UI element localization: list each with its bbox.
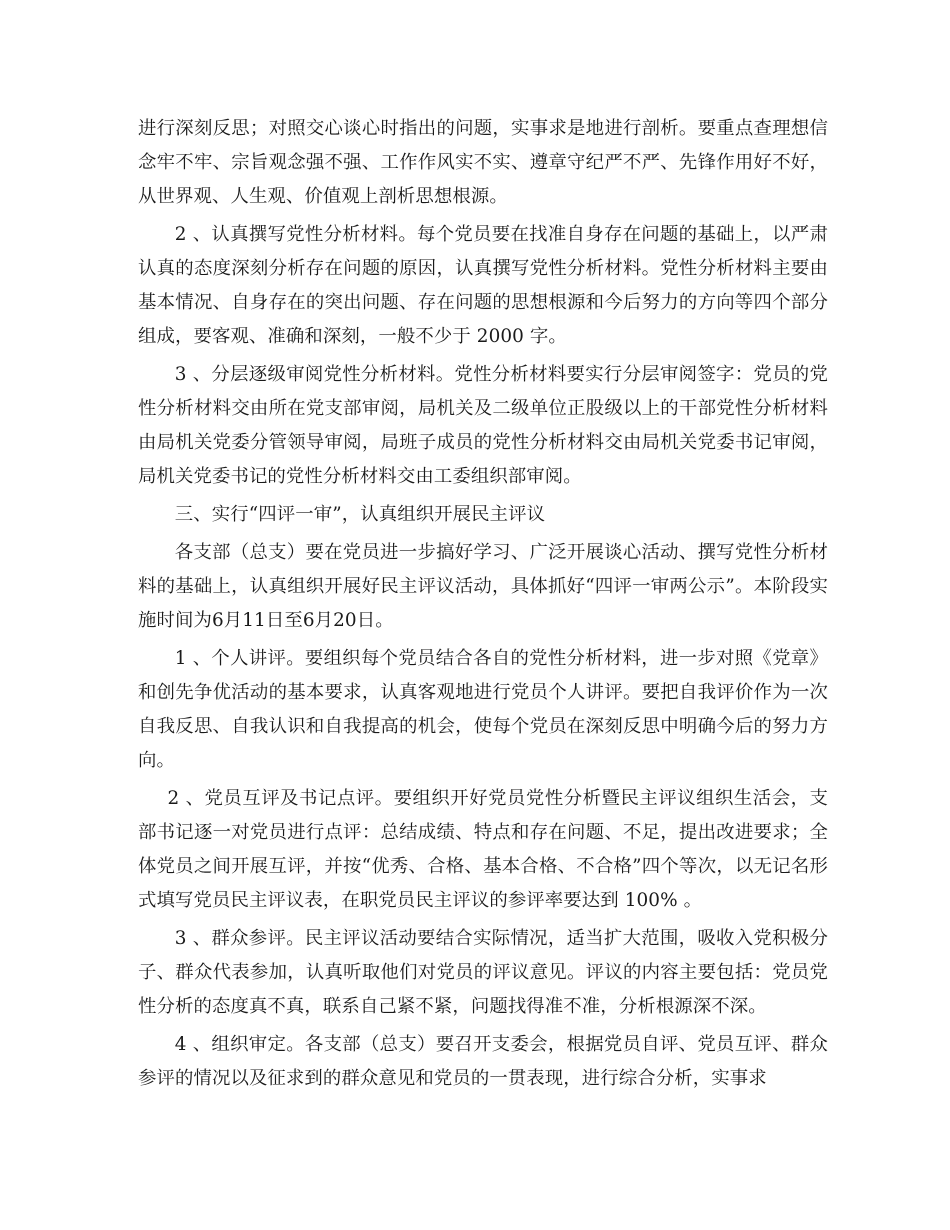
paragraph-item-3-review: 3 、分层逐级审阅党性分析材料。党性分析材料要实行分层审阅签字：党员的党性分析材料交由所在党支部审阅，局机关及二级单位正股级以上的干部党性分析材料由局机关党委分管领导审阅，局班子成员的党性分析材料交由局机关党委书记审阅，局机关党委书记的党性分析材料交由工委组织部审阅。 — [138, 364, 828, 487]
section-heading-three: 三、实行“四评一审”，认真组织开展民主评议 — [174, 504, 546, 525]
paragraph-item-2-mutual-review: 2 、党员互评及书记点评。要组织开好党员党性分析暨民主评议组织生活会，支部书记逐一对党员进行点评：总结成绩、特点和存在问题、不足，提出改进要求；全体党员之间开展互评，并按“优秀、合格、基本合格、不合格”四个等次，以无记名形式填写党员民主评议表，在职党员民主评议的参评率要达到 100% 。 — [138, 788, 828, 911]
paragraph-item-1-self-review: 1 、个人讲评。要组织每个党员结合各自的党性分析材料，进一步对照《党章》和创先争优活动的基本要求，认真客观地进行党员个人讲评。要把自我评价作为一次自我反思、自我认识和自我提高的机会，使每个党员在深刻反思中明确今后的努力方向。 — [138, 648, 828, 771]
paragraph-item-4-organization-review: 4 、组织审定。各支部（总支）要召开支委会，根据党员自评、党员互评、群众参评的情况以及征求到的群众意见和党员的一贯表现，进行综合分析，实事求 — [138, 1034, 828, 1089]
document-body — [138, 112, 828, 1100]
paragraph-section-intro: 各支部（总支）要在党员进一步搞好学习、广泛开展谈心活动、撰写党性分析材料的基础上，认真组织开展好民主评议活动，具体抓好“四评一审两公示”。本阶段实施时间为6月11日至6月20日。 — [138, 542, 828, 631]
paragraph-item-3-public-review: 3 、群众参评。民主评议活动要结合实际情况，适当扩大范围，吸收入党积极分子、群众代表参加，认真听取他们对党员的评议意见。评议的内容主要包括：党员党性分析的态度真不真，联系自己紧不紧，问题找得准不准，分析根源深不深。 — [138, 928, 828, 1017]
paragraph-item-2-party-analysis: 2 、认真撰写党性分析材料。每个党员要在找准自身存在问题的基础上，以严肃认真的态度深刻分析存在问题的原因，认真撰写党性分析材料。党性分析材料主要由基本情况、自身存在的突出问题、存在问题的思想根源和今后努力的方向等四个部分组成，要客观、准确和深刻，一般不少于 2000 字。 — [138, 224, 828, 347]
paragraph-reflection-continued: 进行深刻反思；对照交心谈心时指出的问题，实事求是地进行剖析。要重点查理想信念牢不牢、宗旨观念强不强、工作作风实不实、遵章守纪严不严、先锋作用好不好，从世界观、人生观、价值观上剖析思想根源。 — [138, 118, 828, 207]
